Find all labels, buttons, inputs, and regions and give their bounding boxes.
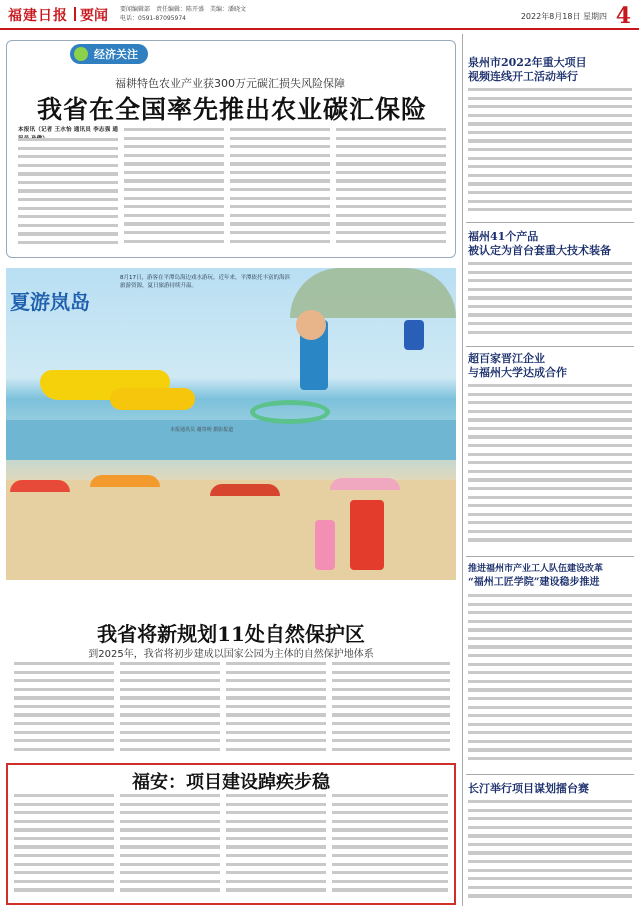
quanzhou-headline-line1: 泉州市2022年重大项目 <box>468 56 587 69</box>
craftsman-body <box>468 594 632 770</box>
beach-umbrella <box>330 478 400 490</box>
beach-umbrella <box>10 480 70 492</box>
distant-swimmer <box>404 320 424 350</box>
photo-credit: 本报通讯员 谢贵明 摄影报道 <box>170 427 234 433</box>
fuzhou-equipment-body <box>468 262 632 342</box>
changting-body <box>468 800 632 904</box>
page-number: 4 <box>615 3 631 29</box>
fuan-headline: 福安：项目建设踔疾步稳 <box>132 772 330 793</box>
child-head <box>296 310 326 340</box>
masthead <box>0 0 639 30</box>
nature-subheadline: 到2025年，我省将初步建成以国家公园为主体的自然保护地体系 <box>88 649 374 660</box>
divider <box>466 222 634 223</box>
girl-figure <box>315 520 335 570</box>
nature-body-col1 <box>14 662 114 758</box>
lead-byline: 本报讯（记者 王水怡 通讯员 李志强 通 <box>18 127 118 133</box>
lead-kicker: 福耕特色农业产业获300万元碳汇损失风险保障 <box>115 77 345 90</box>
swim-ring <box>250 400 330 424</box>
lead-headline: 我省在全国率先推出农业碳汇保险 <box>36 95 427 124</box>
beach-umbrella <box>210 484 280 496</box>
changting-headline: 长汀举行项目谋划擂台赛 <box>468 782 589 795</box>
section-name: 要闻 <box>80 8 108 24</box>
newspaper-logo: 福建日报 <box>8 8 68 24</box>
divider <box>466 774 634 775</box>
leaf-icon <box>74 47 88 61</box>
quanzhou-body <box>468 88 632 220</box>
fuan-body-col3 <box>226 794 326 898</box>
adult-figure <box>350 500 384 570</box>
jinjiang-headline-line2: 与福州大学达成合作 <box>468 366 567 379</box>
issue-date: 2022年8月18日 星期四 <box>520 12 607 21</box>
nature-body-col2 <box>120 662 220 758</box>
editor-credits: 要闻编辑部 责任编辑：陈开盛 美编：潘晓文 <box>120 6 247 13</box>
nature-body-col3 <box>226 662 326 758</box>
lead-body-col4 <box>336 128 446 250</box>
topic-badge-label: 经济关注 <box>94 48 138 61</box>
column-divider <box>462 34 463 906</box>
fuan-body-col1 <box>14 794 114 898</box>
nature-body-col4 <box>332 662 450 758</box>
fuan-body-col2 <box>120 794 220 898</box>
contact-phone: 电话：0591-87095974 <box>120 15 186 22</box>
masthead-divider <box>74 7 76 21</box>
divider <box>466 346 634 347</box>
banana-boat-rear <box>110 388 195 410</box>
photo-caption: 8月17日，游客在平潭岛海边戏水游玩。近年来，平潭依托丰富的海滨旅游资源，夏日旅游持续升温。 <box>120 275 291 289</box>
jinjiang-body <box>468 384 632 552</box>
jinjiang-headline-line1: 超百家晋江企业 <box>468 352 545 365</box>
lead-body-col3 <box>230 128 330 250</box>
quanzhou-headline-line2: 视频连线开工活动举行 <box>468 70 578 83</box>
topic-badge <box>70 44 148 64</box>
craftsman-headline-line1: 推进福州市产业工人队伍建设改革 <box>468 564 604 574</box>
divider <box>466 556 634 557</box>
fuan-body-col4 <box>332 794 448 898</box>
nature-headline: 我省将新规划11处自然保护区 <box>97 622 365 646</box>
craftsman-headline-line2: “福州工匠学院”建设稳步推进 <box>468 577 600 588</box>
beach-umbrella <box>90 475 160 487</box>
photo-title: 夏游岚岛 <box>10 290 90 314</box>
lead-body-col2 <box>124 128 224 250</box>
fuzhou-equipment-headline-line1: 福州41个产品 <box>468 230 539 243</box>
lead-body-col1 <box>18 138 118 250</box>
fuzhou-equipment-headline-line2: 被认定为首台套重大技术装备 <box>468 244 611 257</box>
